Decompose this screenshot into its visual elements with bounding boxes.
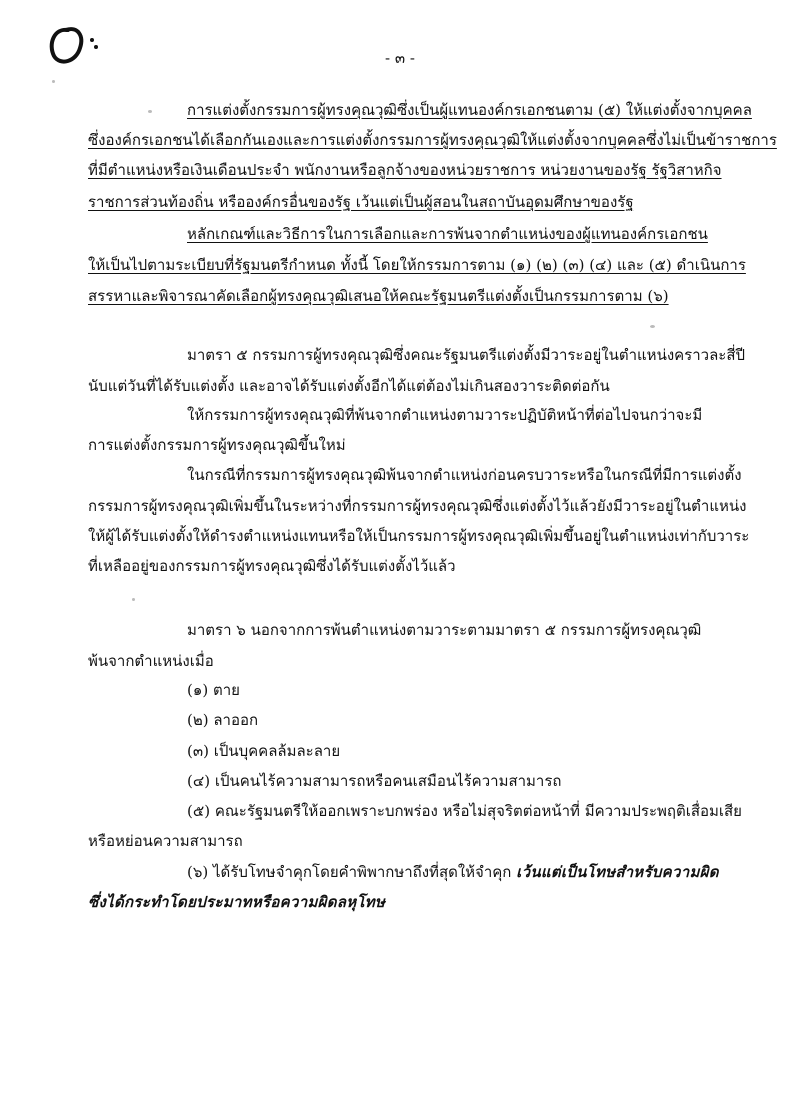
text-line: ให้กรรมการผู้ทรงคุณวุฒิที่พ้นจากตำแหน่งตามวาระปฏิบัติหน้าที่ต่อไปจนกว่าจะมี	[187, 406, 703, 424]
list-item	[187, 862, 719, 882]
scan-speck	[52, 80, 55, 83]
text-line: ที่มีตำแหน่งหรือเงินเดือนประจำ พนักงานหรือลูกจ้างของหน่วยราชการ หน่วยงานของรัฐ รัฐวิสาหกิจ	[88, 161, 722, 179]
section-6-heading-line: มาตรา ๖ นอกจากการพ้นตำแหน่งตามวาระตามมาตรา ๕ กรรมการผู้ทรงคุณวุฒิ	[187, 621, 702, 639]
text-line: นับแต่วันที่ได้รับแต่งตั้ง และอาจได้รับแต่งตั้งอีกได้แต่ต้องไม่เกินสองวาระติดต่อกัน	[88, 377, 610, 395]
scan-speck	[132, 598, 135, 601]
list-item: (๓) เป็นบุคคลล้มละลาย	[187, 742, 341, 760]
text-line: พ้นจากตำแหน่งเมื่อ	[88, 652, 214, 670]
list-item: (๔) เป็นคนไร้ความสามารถหรือคนเสมือนไร้ความสามารถ	[187, 772, 562, 790]
text-line: กรรมการผู้ทรงคุณวุฒิเพิ่มขึ้นในระหว่างที่กรรมการผู้ทรงคุณวุฒิซึ่งแต่งตั้งไว้แล้วยังมีวาระอยู่ในตำแหน่ง	[88, 497, 747, 515]
handwritten-amendment: เว้นแต่เป็นโทษสำหรับความผิด	[516, 863, 719, 881]
scan-speck	[148, 110, 152, 113]
text-line: ให้ผู้ได้รับแต่งตั้งให้ดำรงตำแหน่งแทนหรือให้เป็นกรรมการผู้ทรงคุณวุฒิเพิ่มขึ้นอยู่ในตำแหน่งเท่ากับวาระ	[88, 527, 750, 545]
text-line: สรรหาและพิจารณาคัดเลือกผู้ทรงคุณวุฒิเสนอให้คณะรัฐมนตรีแต่งตั้งเป็นกรรมการตาม (๖)	[88, 287, 669, 305]
text-line: ซึ่งองค์กรเอกชนได้เลือกกันเองและการแต่งตั้งกรรมการผู้ทรงคุณวุฒิให้แต่งตั้งจากบุคคลซึ่งไม่เป็นข้าราชการ	[88, 131, 777, 149]
list-item-continuation: หรือหย่อนความสามารถ	[88, 832, 243, 850]
list-item: (๒) ลาออก	[187, 711, 259, 729]
list-item-text: (๖) ได้รับโทษจำคุกโดยคำพิพากษาถึงที่สุดให้จำคุก	[187, 863, 512, 881]
text-line: ที่เหลืออยู่ของกรรมการผู้ทรงคุณวุฒิซึ่งได้รับแต่งตั้งไว้แล้ว	[88, 557, 456, 575]
text-line: การแต่งตั้งกรรมการผู้ทรงคุณวุฒิซึ่งเป็นผู้แทนองค์กรเอกชนตาม (๕) ให้แต่งตั้งจากบุคคล	[187, 101, 752, 119]
text-line: ให้เป็นไปตามระเบียบที่รัฐมนตรีกำหนด ทั้งนี้ โดยให้กรรมการตาม (๑) (๒) (๓) (๔) และ (๕) ดำเนินการ	[88, 256, 746, 274]
text-line: หลักเกณฑ์และวิธีการในการเลือกและการพ้นจากตำแหน่งของผู้แทนองค์กรเอกชน	[187, 225, 708, 243]
text-line: การแต่งตั้งกรรมการผู้ทรงคุณวุฒิขึ้นใหม่	[88, 436, 346, 454]
handwritten-amendment: ซึ่งได้กระทำโดยประมาทหรือความผิดลหุโทษ	[88, 893, 386, 911]
section-5-heading-line: มาตรา ๕ กรรมการผู้ทรงคุณวุฒิซึ่งคณะรัฐมนตรีแต่งตั้งมีวาระอยู่ในตำแหน่งคราวละสี่ปี	[187, 346, 746, 364]
text-line: ราชการส่วนท้องถิ่น หรือองค์กรอื่นของรัฐ เว้นแต่เป็นผู้สอนในสถาบันอุดมศึกษาของรัฐ	[88, 193, 634, 211]
list-item: (๑) ตาย	[187, 681, 240, 699]
text-line: ในกรณีที่กรรมการผู้ทรงคุณวุฒิพ้นจากตำแหน่งก่อนครบวาระหรือในกรณีที่มีการแต่งตั้ง	[187, 466, 742, 484]
page-number: - ๓ -	[385, 49, 415, 67]
list-item: (๕) คณะรัฐมนตรีให้ออกเพราะบกพร่อง หรือไม่สุจริตต่อหน้าที่ มีความประพฤติเสื่อมเสีย	[187, 802, 742, 820]
scan-speck	[650, 325, 655, 328]
